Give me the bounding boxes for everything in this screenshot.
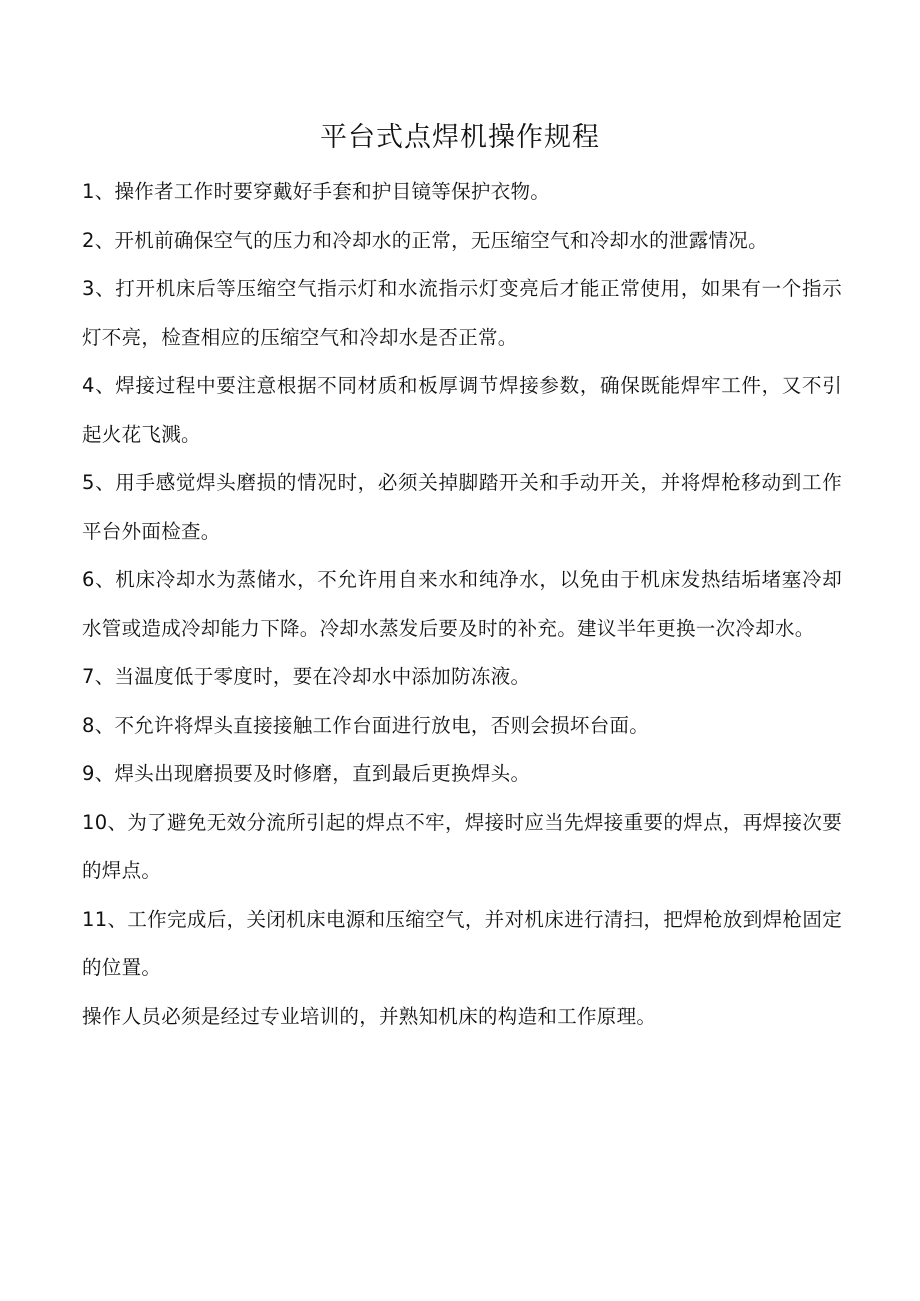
procedure-item-1: 1、操作者工作时要穿戴好手套和护目镜等保护衣物。 xyxy=(82,180,551,203)
procedure-item-5: 5、用手感觉焊头磨损的情况时，必须关掉脚踏开关和手动开关，并将焊枪移动到工作平台外面检查。 xyxy=(82,471,842,543)
procedure-item-10: 10、为了避免无效分流所引起的焊点不牢，焊接时应当先焊接重要的焊点，再焊接次要的焊点。 xyxy=(82,810,842,882)
procedure-item-2: 2、开机前确保空气的压力和冷却水的正常，无压缩空气和冷却水的泄露情况。 xyxy=(82,228,768,252)
procedure-item-7: 7、当温度低于零度时，要在冷却水中添加防冻液。 xyxy=(82,665,531,688)
procedure-item-4: 4、焊接过程中要注意根据不同材质和板厚调节焊接参数，确保既能焊牢工件，又不引起火花飞溅。 xyxy=(82,374,842,446)
page-title: 平台式点焊机操作规程 xyxy=(320,122,600,153)
procedure-list xyxy=(82,168,842,1041)
closing-note: 操作人员必须是经过专业培训的，并熟知机床的构造和工作原理。 xyxy=(82,1004,657,1028)
procedure-item-6: 6、机床冷却水为蒸储水，不允许用自来水和纯净水，以免由于机床发热结垢堵塞冷却水管或造成冷却能力下降。冷却水蒸发后要及时的补充。建议半年更换一次冷却水。 xyxy=(82,568,842,640)
procedure-item-11: 11、工作完成后，关闭机床电源和压缩空气，并对机床进行清扫，把焊枪放到焊枪固定的位置。 xyxy=(82,907,842,979)
procedure-item-8: 8、不允许将焊头直接接触工作台面进行放电，否则会损坏台面。 xyxy=(82,713,650,737)
procedure-item-9: 9、焊头出现磨损要及时修磨，直到最后更换焊头。 xyxy=(82,762,531,785)
procedure-item-3: 3、打开机床后等压缩空气指示灯和水流指示灯变亮后才能正常使用，如果有一个指示灯不亮，检查相应的压缩空气和冷却水是否正常。 xyxy=(82,277,842,349)
